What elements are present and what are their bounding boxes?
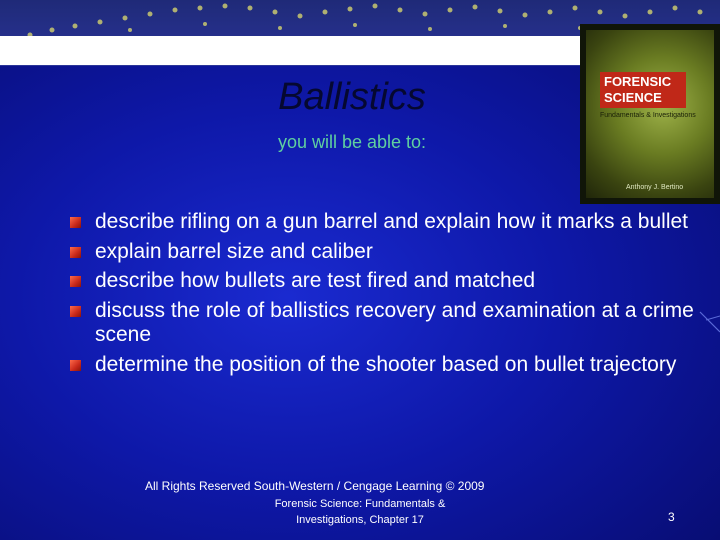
- list-item: [70, 240, 700, 265]
- bullet-text: explain barrel size and caliber: [95, 239, 373, 263]
- book-cover-logo-line1: FORENSIC: [604, 74, 672, 89]
- book-cover-logo: [600, 72, 686, 108]
- book-cover-art: [586, 30, 714, 198]
- footer-copyright: All Rights Reserved South-Western / Cengage Learning © 2009: [145, 479, 485, 493]
- book-cover-author: Anthony J. Bertino: [626, 184, 684, 191]
- bullet-list: [70, 210, 700, 382]
- slide-subtitle: you will be able to:: [277, 132, 427, 152]
- footer-source-line2: Investigations, Chapter 17: [296, 514, 424, 526]
- page-number: 3: [668, 510, 675, 524]
- bullet-square-icon: [70, 306, 81, 317]
- list-item: [70, 299, 700, 348]
- bullet-text: discuss the role of ballistics recovery and examination at a crime scene: [95, 298, 694, 346]
- list-item: [70, 353, 700, 378]
- footer-source: [260, 496, 460, 528]
- book-cover-subtitle: Fundamentals & Investigations: [600, 112, 696, 119]
- bullet-text: determine the position of the shooter based on bullet trajectory: [95, 352, 677, 376]
- bullet-text: describe how bullets are test fired and matched: [95, 269, 536, 292]
- book-cover-logo-line2: SCIENCE: [604, 90, 662, 105]
- slide-title: Ballistics: [278, 76, 426, 118]
- bullet-text: describe rifling on a gun barrel and explain how it marks a bullet: [95, 210, 688, 233]
- list-item: [70, 210, 700, 235]
- book-cover-image: [580, 24, 720, 204]
- bullet-square-icon: [70, 247, 81, 258]
- bullet-square-icon: [70, 360, 81, 371]
- bullet-square-icon: [70, 276, 81, 287]
- bullet-square-icon: [70, 217, 81, 228]
- list-item: [70, 269, 700, 294]
- footer-source-line1: Forensic Science: Fundamentals &: [274, 498, 446, 510]
